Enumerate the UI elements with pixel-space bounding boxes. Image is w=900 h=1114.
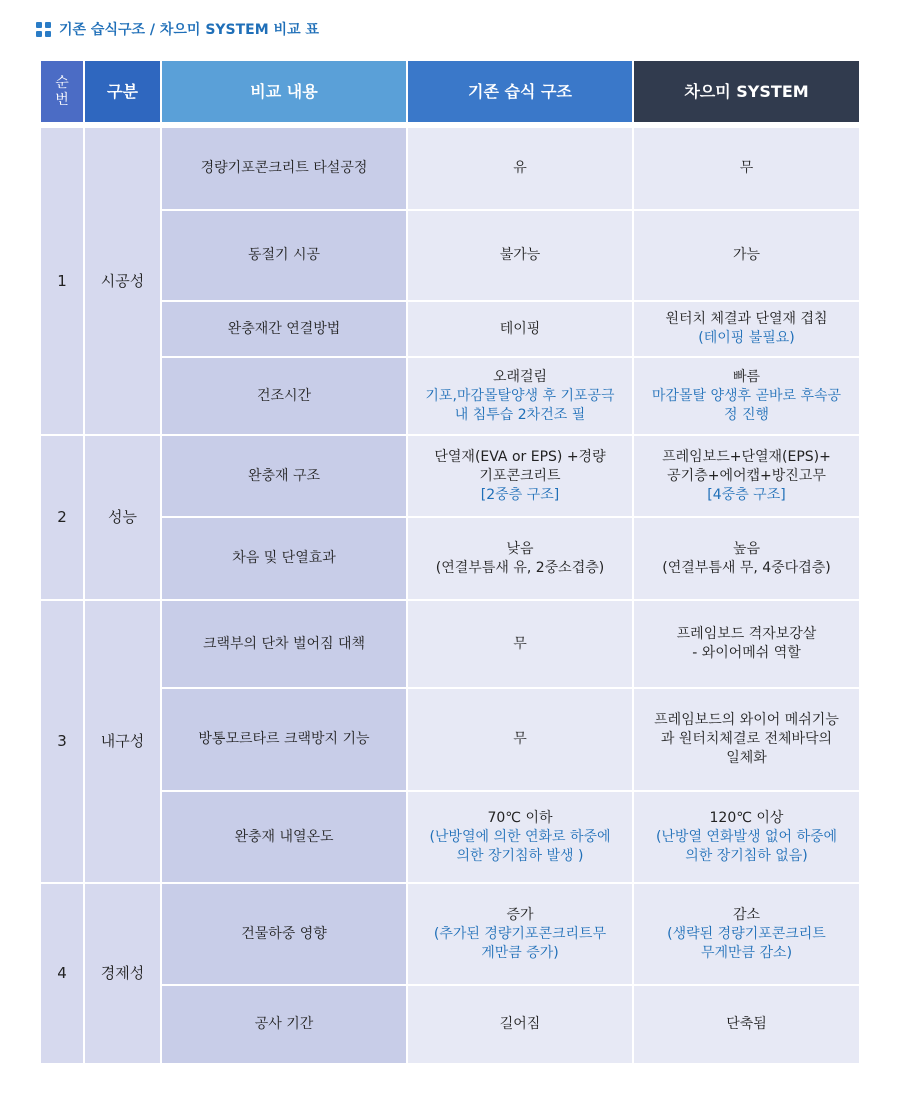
old-value-note: 게만큼 증가) — [481, 944, 559, 961]
table-row — [41, 128, 859, 209]
old-value-line: 길어짐 — [499, 1016, 541, 1032]
compare-item-line: 차음 및 단열효과 — [232, 550, 336, 566]
compare-item — [162, 211, 406, 300]
old-value-note: 의한 장기침하 발생 ) — [456, 847, 584, 864]
header-old: 기존 습식 구조 — [408, 61, 632, 122]
new-value — [634, 128, 859, 209]
new-value-line: - 와이어메쉬 역할 — [692, 645, 801, 661]
new-value-line: 원터치 체결과 단열재 겹침 — [665, 311, 828, 327]
new-value — [634, 211, 859, 300]
old-value-note: (난방열에 의한 연화로 하중에 — [429, 828, 611, 845]
compare-item — [162, 436, 406, 516]
new-value-note: 마감몰탈 양생후 곧바로 후속공 — [651, 387, 842, 404]
old-value-line: 오래걸림 — [492, 368, 548, 385]
old-value-line: (연결부틈새 유, 2중소겹층) — [435, 559, 605, 576]
new-value-line: 프레임보드의 와이어 메쉬기능 — [654, 712, 839, 728]
compare-item — [162, 986, 406, 1063]
group-category: 시공성 — [85, 128, 160, 434]
new-value-line: 프레임보드+단열재(EPS)+ — [662, 448, 831, 465]
new-value-note: 무게만큼 감소) — [700, 944, 793, 961]
new-value-note: 정 진행 — [723, 406, 770, 423]
old-value-line: 무 — [513, 731, 527, 747]
table-row — [41, 986, 859, 1063]
compare-item — [162, 358, 406, 434]
compare-item-line: 건물하중 영향 — [241, 925, 327, 942]
new-value — [634, 689, 859, 790]
new-value-line: 과 원터치체결로 전체바닥의 — [660, 731, 833, 747]
table-row — [41, 518, 859, 599]
new-value-line: 감소 — [732, 906, 761, 923]
table-row — [41, 689, 859, 790]
old-value — [408, 128, 632, 209]
new-value — [634, 986, 859, 1063]
table-row — [41, 302, 859, 356]
old-value-note: 기포,마감몰탈양생 후 기포공극 — [425, 387, 615, 404]
table-row — [41, 601, 859, 687]
old-value-line: 증가 — [506, 906, 534, 923]
group-number: 1 — [41, 128, 83, 434]
comparison-table — [39, 59, 861, 1065]
compare-item — [162, 601, 406, 687]
old-value-line: 기포콘크리트 — [479, 467, 561, 484]
compare-item — [162, 302, 406, 356]
header-category: 구분 — [85, 61, 160, 122]
new-value-line: 가능 — [732, 247, 761, 263]
old-value — [408, 689, 632, 790]
compare-item — [162, 689, 406, 790]
compare-item — [162, 792, 406, 882]
table-row — [41, 211, 859, 300]
old-value-line: 유 — [513, 160, 527, 176]
old-value — [408, 601, 632, 687]
new-value-line: (연결부틈새 무, 4중다겹층) — [662, 559, 831, 576]
new-value — [634, 358, 859, 434]
new-value-line: 120℃ 이상 — [709, 809, 784, 826]
new-value — [634, 302, 859, 356]
new-value — [634, 518, 859, 599]
group-number: 2 — [41, 436, 83, 599]
new-value-note: (생략된 경량기포콘크리트 — [667, 925, 826, 942]
compare-item-line: 완충재 구조 — [247, 467, 321, 484]
compare-item-line: 크랙부의 단차 벌어짐 대책 — [202, 635, 366, 652]
new-value — [634, 436, 859, 516]
new-value-line: 무 — [739, 160, 754, 176]
header-no: 순 번 — [41, 61, 83, 122]
table-row — [41, 358, 859, 434]
page-title-text: 기존 습식구조 / 차으미 SYSTEM 비교 표 — [59, 22, 319, 38]
group-category: 내구성 — [85, 601, 160, 882]
header-new: 차으미 SYSTEM — [634, 61, 859, 122]
grid-icon — [36, 22, 51, 37]
compare-item — [162, 518, 406, 599]
table-row — [41, 436, 859, 516]
old-value-line: 무 — [513, 635, 527, 652]
group-category: 성능 — [85, 436, 160, 599]
old-value-line: 낮음 — [506, 540, 534, 557]
table-row — [41, 884, 859, 984]
old-value — [408, 792, 632, 882]
compare-item-line: 완충재간 연결방법 — [227, 320, 341, 337]
compare-item-line: 완충재 내열온도 — [234, 828, 334, 845]
new-value-line: 프레임보드 격자보강살 — [676, 626, 817, 642]
compare-item-line: 건조시간 — [256, 387, 312, 404]
new-value-line: 단축됨 — [726, 1016, 767, 1032]
compare-item-line: 방통모르타르 크랙방지 기능 — [198, 731, 370, 747]
old-value-line: 테이핑 — [499, 320, 541, 337]
old-value-line: 70℃ 이하 — [487, 809, 553, 826]
old-value-note: (추가된 경량기포콘크리트무 — [433, 925, 607, 942]
new-value-note: 의한 장기침하 없음) — [685, 847, 808, 864]
old-value-line: 단열재(EVA or EPS) +경량 — [434, 448, 606, 465]
group-number: 4 — [41, 884, 83, 1063]
old-value — [408, 884, 632, 984]
new-value — [634, 884, 859, 984]
group-number: 3 — [41, 601, 83, 882]
new-value-line: 일체화 — [726, 750, 767, 766]
old-value-line: 불가능 — [499, 247, 541, 263]
header-compare: 비교 내용 — [162, 61, 406, 122]
compare-item-line: 공사 기간 — [254, 1016, 314, 1032]
new-value-note: (난방열 연화발생 없어 하중에 — [655, 828, 838, 845]
old-value — [408, 518, 632, 599]
old-value — [408, 358, 632, 434]
new-value-line: 공기층+에어캡+방진고무 — [667, 467, 826, 484]
new-value-note: [4중층 구조] — [707, 486, 786, 503]
table-row — [41, 792, 859, 882]
new-value-line: 빠름 — [732, 368, 761, 385]
old-value — [408, 302, 632, 356]
compare-item-line: 동절기 시공 — [247, 247, 321, 263]
new-value-note: (테이핑 불필요) — [698, 330, 795, 346]
new-value — [634, 601, 859, 687]
group-category: 경제성 — [85, 884, 160, 1063]
new-value-line: 높음 — [732, 540, 761, 557]
compare-item — [162, 884, 406, 984]
old-value — [408, 211, 632, 300]
page-title — [36, 18, 319, 40]
old-value-note: 내 침투습 2차건조 필 — [454, 406, 586, 423]
compare-item-line: 경량기포콘크리트 타설공정 — [200, 160, 368, 176]
old-value — [408, 436, 632, 516]
compare-item — [162, 128, 406, 209]
table-body — [41, 128, 859, 1063]
new-value — [634, 792, 859, 882]
old-value-note: [2중층 구조] — [480, 486, 560, 503]
old-value — [408, 986, 632, 1063]
